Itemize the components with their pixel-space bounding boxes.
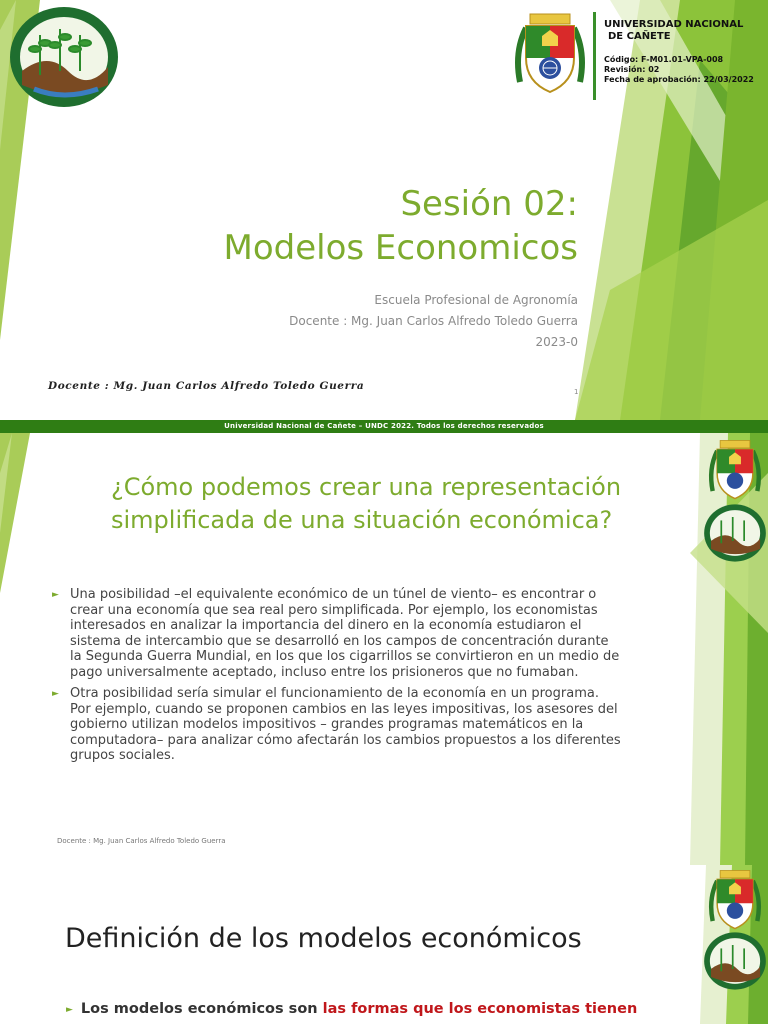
teacher-signature: Docente : Mg. Juan Carlos Alfredo Toledo Guerra — [48, 380, 365, 392]
university-shield-icon — [512, 12, 588, 98]
title-line-2: Modelos Economicos — [223, 228, 578, 268]
document-code: Código: F-M01.01-VPA-008 — [604, 55, 724, 64]
bullet-text: Los modelos económicos son — [80, 1001, 318, 1017]
slide-1 — [0, 0, 768, 420]
bullet-triangle-icon: ► — [66, 1005, 73, 1015]
slide-3-title: Definición de los modelos económicos — [65, 923, 582, 954]
copyright-text: Universidad Nacional de Cañete – UNDC 2022. Todos los derechos reservados — [224, 422, 544, 430]
slide-1-subtitle — [289, 290, 578, 353]
university-shield-icon — [705, 439, 765, 503]
approval-date: Fecha de aprobación: 22/03/2022 — [604, 75, 754, 84]
title-line-1: Sesión 02: — [400, 184, 578, 224]
school-name: Escuela Profesional de Agronomía — [374, 293, 578, 307]
university-name-line2: DE CAÑETE — [608, 31, 671, 42]
slide-2-bullets — [52, 587, 622, 770]
university-name-line1: UNIVERSIDAD NACIONAL — [604, 19, 744, 30]
highlighted-text: las formas que los economistas tienen — [322, 1001, 638, 1017]
list-item — [66, 1001, 637, 1017]
document-revision: Revisión: 02 — [604, 65, 660, 74]
slide-2 — [0, 433, 768, 865]
slide-1-title — [223, 182, 578, 270]
teacher-name: Docente : Mg. Juan Carlos Alfredo Toledo Guerra — [289, 314, 578, 328]
slide-3 — [0, 865, 768, 1024]
slide-2-title: ¿Cómo podemos crear una representación simplificada de una situación económica? — [111, 473, 622, 534]
slide-2-footer: Docente : Mg. Juan Carlos Alfredo Toledo Guerra — [57, 837, 226, 845]
farm-logo-icon — [8, 5, 120, 109]
farm-logo-icon — [703, 931, 767, 991]
farm-logo-icon — [703, 503, 767, 563]
list-item — [52, 686, 622, 764]
bullet-text: Una posibilidad –el equivalente económico de un túnel de viento– es encontrar o crear una economía que sea real pero simplificada. Por ejemplo, los economistas interesados en analizar la importancia del dinero en la economía estudiaron el sistema de intercambio que se desarrolló en los campos de concentración durante la Segunda Guerra Mundial, en los que los cigarrillos se convirtieron en un medio de pago universalmente aceptado, incluso entre los prisioneros que no fumaban. — [70, 587, 620, 680]
bullet-triangle-icon: ► — [52, 590, 59, 600]
list-item — [52, 587, 622, 680]
footer-bar — [0, 420, 768, 433]
bullet-text: Otra posibilidad sería simular el funcionamiento de la economía en un programa. Por ejemplo, cuando se proponen cambios en las leyes impositivas, los asesores del gobierno utilizan modelos impositivos – grandes programas matemáticos en la computadora– para analizar cómo afectarán los cambios propuestos a los diferentes grupos sociales. — [70, 686, 621, 763]
university-info — [593, 12, 763, 100]
academic-year: 2023-0 — [535, 335, 578, 349]
page-number: 1 — [574, 388, 579, 396]
bullet-triangle-icon: ► — [52, 689, 59, 699]
university-shield-icon — [705, 869, 765, 933]
